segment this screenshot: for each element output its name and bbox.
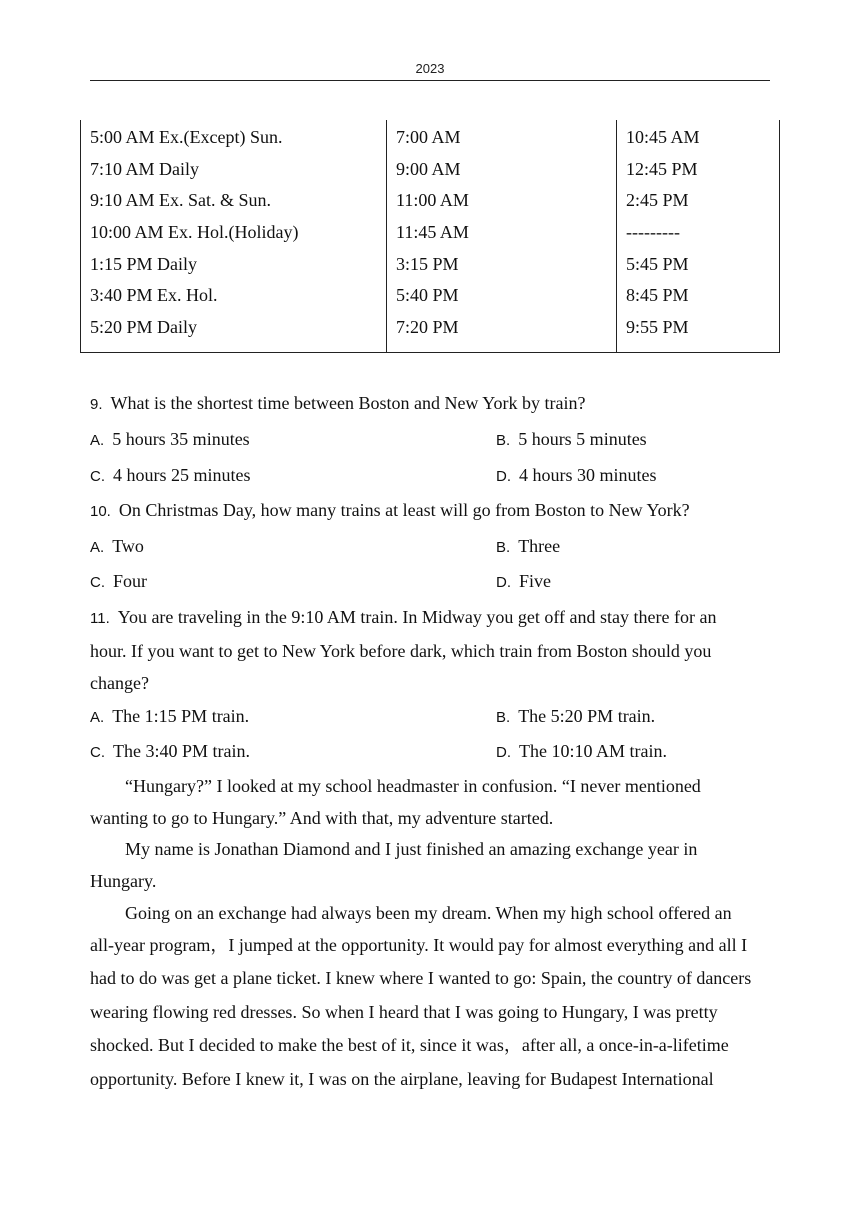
timetable-cell: 10:00 AM Ex. Hol.(Holiday) (90, 222, 299, 242)
option-text: Five (519, 571, 552, 591)
option-text: 4 hours 30 minutes (519, 465, 657, 485)
header-rule (90, 80, 770, 81)
option-letter: A. (90, 709, 105, 726)
option-9-b[interactable] (496, 428, 647, 452)
option-text: The 10:10 AM train. (519, 741, 667, 761)
option-letter: C. (90, 574, 105, 591)
passage-line: Hungary. (90, 871, 157, 891)
question-text: What is the shortest time between Boston and New York by train? (110, 393, 586, 413)
option-text: Two (112, 536, 144, 556)
page-header-year: 2023 (415, 61, 445, 76)
question-9 (90, 392, 585, 416)
option-10-b[interactable] (496, 535, 560, 559)
option-11-d[interactable] (496, 740, 667, 764)
timetable-cell: 5:45 PM (626, 254, 689, 274)
question-number: 9. (90, 396, 103, 413)
timetable-cell: --------- (626, 222, 680, 242)
option-letter: A. (90, 432, 105, 449)
timetable-cell: 7:10 AM Daily (90, 159, 200, 179)
timetable-column-midway (387, 120, 617, 352)
option-letter: C. (90, 468, 105, 485)
option-10-c[interactable] (90, 570, 147, 594)
option-text: 5 hours 35 minutes (112, 429, 250, 449)
option-letter: B. (496, 432, 511, 449)
timetable-cell: 7:00 AM (396, 127, 461, 147)
option-11-a[interactable] (90, 705, 249, 729)
timetable-cell: 3:40 PM Ex. Hol. (90, 285, 218, 305)
question-number: 10. (90, 503, 111, 520)
timetable-cell: 7:20 PM (396, 317, 459, 337)
timetable-cell: 9:55 PM (626, 317, 689, 337)
option-letter: C. (90, 744, 105, 761)
timetable-cell: 11:00 AM (396, 190, 469, 210)
passage-line: Going on an exchange had always been my dream. When my high school offered an (125, 903, 732, 923)
option-letter: B. (496, 709, 511, 726)
option-11-b[interactable] (496, 705, 655, 729)
option-text: The 5:20 PM train. (518, 706, 656, 726)
passage-line: wearing flowing red dresses. So when I heard that I was going to Hungary, I was pretty (90, 1002, 718, 1022)
passage-line: wanting to go to Hungary.” And with that, my adventure started. (90, 808, 554, 828)
option-9-c[interactable] (90, 464, 251, 488)
train-timetable (80, 120, 780, 353)
timetable-cell: 5:20 PM Daily (90, 317, 198, 337)
timetable-cell: 3:15 PM (396, 254, 459, 274)
timetable-column-new-york (617, 120, 779, 352)
timetable-cell: 1:15 PM Daily (90, 254, 198, 274)
option-10-a[interactable] (90, 535, 144, 559)
passage-line: My name is Jonathan Diamond and I just finished an amazing exchange year in (125, 839, 698, 859)
timetable-cell: 9:10 AM Ex. Sat. & Sun. (90, 190, 272, 210)
timetable-cell: 5:40 PM (396, 285, 459, 305)
passage-line: opportunity. Before I knew it, I was on the airplane, leaving for Budapest International (90, 1069, 714, 1089)
option-letter: D. (496, 744, 511, 761)
passage-line: all-year program，I jumped at the opportunity. It would pay for almost everything and all I (90, 935, 748, 955)
option-letter: D. (496, 468, 511, 485)
passage-line: “Hungary?” I looked at my school headmaster in confusion. “I never mentioned (125, 776, 701, 796)
option-text: The 3:40 PM train. (113, 741, 250, 761)
option-9-a[interactable] (90, 428, 250, 452)
question-text-line: You are traveling in the 9:10 AM train. In Midway you get off and stay there for an (117, 607, 717, 627)
question-text-line: change? (90, 673, 149, 693)
timetable-column-boston (81, 120, 387, 352)
timetable-cell: 5:00 AM Ex.(Except) Sun. (90, 127, 283, 147)
passage-line: shocked. But I decided to make the best of it, since it was，after all, a once-in-a-lifetime (90, 1035, 729, 1055)
question-10 (90, 499, 690, 523)
option-11-c[interactable] (90, 740, 250, 764)
timetable-cell: 11:45 AM (396, 222, 469, 242)
option-text: Four (113, 571, 148, 591)
question-text: On Christmas Day, how many trains at least will go from Boston to New York? (118, 500, 690, 520)
option-10-d[interactable] (496, 570, 551, 594)
timetable-cell: 9:00 AM (396, 159, 461, 179)
passage-line: had to do was get a plane ticket. I knew where I wanted to go: Spain, the country of dancers (90, 968, 752, 988)
timetable-cell: 12:45 PM (626, 159, 698, 179)
option-text: The 1:15 PM train. (112, 706, 250, 726)
option-text: Three (518, 536, 561, 556)
question-text-line: hour. If you want to get to New York before dark, which train from Boston should you (90, 641, 712, 661)
question-number: 11. (90, 610, 110, 627)
option-letter: D. (496, 574, 511, 591)
timetable-cell: 8:45 PM (626, 285, 689, 305)
timetable-cell: 10:45 AM (626, 127, 700, 147)
option-text: 5 hours 5 minutes (518, 429, 647, 449)
question-11 (90, 606, 716, 630)
option-letter: B. (496, 539, 511, 556)
timetable-cell: 2:45 PM (626, 190, 689, 210)
option-text: 4 hours 25 minutes (113, 465, 251, 485)
option-letter: A. (90, 539, 105, 556)
option-9-d[interactable] (496, 464, 657, 488)
